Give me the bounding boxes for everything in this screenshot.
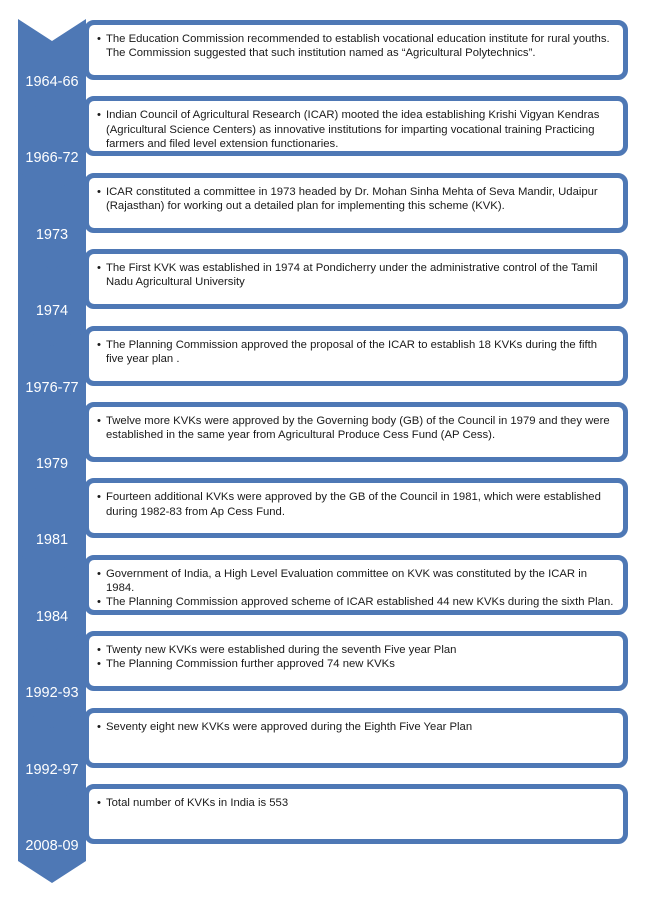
timeline-event-box: [84, 402, 628, 462]
event-bullet: • Twenty new KVKs were established during the seventh Five year Plan: [97, 643, 615, 657]
event-bullet-list: [97, 567, 615, 610]
timeline-event-box: [84, 249, 628, 309]
timeline-year: 1992-97: [25, 761, 79, 778]
event-bullet-list: [97, 796, 615, 810]
event-bullet-list: [97, 108, 615, 151]
timeline-event-box: [84, 478, 628, 538]
event-bullet-list: [97, 261, 615, 289]
event-bullet: • Twelve more KVKs were approved by the Governing body (GB) of the Council in 1979 and they were established in the same year from Agricultural Produce Cess Fund (AP Cess).: [97, 414, 615, 442]
event-bullet-list: [97, 643, 615, 671]
event-bullet: • Government of India, a High Level Evaluation committee on KVK was constituted by the ICAR in 1984.: [97, 567, 615, 595]
event-bullet-list: [97, 338, 615, 366]
event-bullet-list: [97, 414, 615, 442]
event-bullet: • The Planning Commission approved scheme of ICAR established 44 new KVKs during the sixth Plan.: [97, 595, 615, 609]
timeline-year: 1979: [35, 456, 69, 472]
event-bullet-list: [97, 720, 615, 734]
event-bullet: • Fourteen additional KVKs were approved by the GB of the Council in 1981, which were established during 1982-83 from Ap Cess Fund.: [97, 490, 615, 518]
event-bullet: • The Planning Commission approved the proposal of the ICAR to establish 18 KVKs during the fifth five year plan .: [97, 338, 615, 366]
event-bullet: • The First KVK was established in 1974 at Pondicherry under the administrative control of the Tamil Nadu Agricultural University: [97, 261, 615, 289]
timeline-year: 1976-77: [25, 379, 79, 396]
timeline-event-box: [84, 631, 628, 691]
timeline-event-box: [84, 173, 628, 233]
timeline-year: 1964-66: [25, 74, 79, 90]
timeline-year: 1981: [35, 532, 69, 549]
timeline-event-box: [84, 20, 628, 80]
event-bullet: • ICAR constituted a committee in 1973 headed by Dr. Mohan Sinha Mehta of Seva Mandir, Udaipur (Rajasthan) for working out a detailed plan for implementing this scheme (KVK).: [97, 185, 615, 213]
event-bullet: • Indian Council of Agricultural Research (ICAR) mooted the idea establishing Krishi Vigyan Kendras (Agricultural Science Centers) as innovative institutions for imparting vocational training Practicing farmers and filed level extension functionaries.: [97, 108, 615, 151]
event-bullet: • The Planning Commission further approved 74 new KVKs: [97, 657, 615, 671]
timeline-event-box: [84, 326, 628, 386]
timeline-event-box: [84, 555, 628, 615]
timeline-year: 1973: [35, 226, 69, 243]
event-bullet: • The Education Commission recommended to establish vocational education institute for rural youths. The Commission suggested that such institution named as “Agricultural Polytechnics”.: [97, 32, 615, 60]
timeline-year: 2008-09: [25, 838, 79, 854]
timeline-year: 1984: [35, 608, 69, 625]
timeline-event-box: [84, 96, 628, 156]
timeline-event-box: [84, 784, 628, 844]
timeline-year: 1966-72: [25, 150, 79, 167]
event-bullet-list: [97, 32, 615, 60]
timeline-event-box: [84, 708, 628, 768]
event-bullet-list: [97, 490, 615, 518]
event-bullet-list: [97, 185, 615, 213]
event-bullet: • Seventy eight new KVKs were approved during the Eighth Five Year Plan: [97, 720, 615, 734]
event-bullet: • Total number of KVKs in India is 553: [97, 796, 615, 810]
timeline-year: 1992-93: [25, 685, 79, 702]
timeline-year: 1974: [35, 303, 69, 320]
